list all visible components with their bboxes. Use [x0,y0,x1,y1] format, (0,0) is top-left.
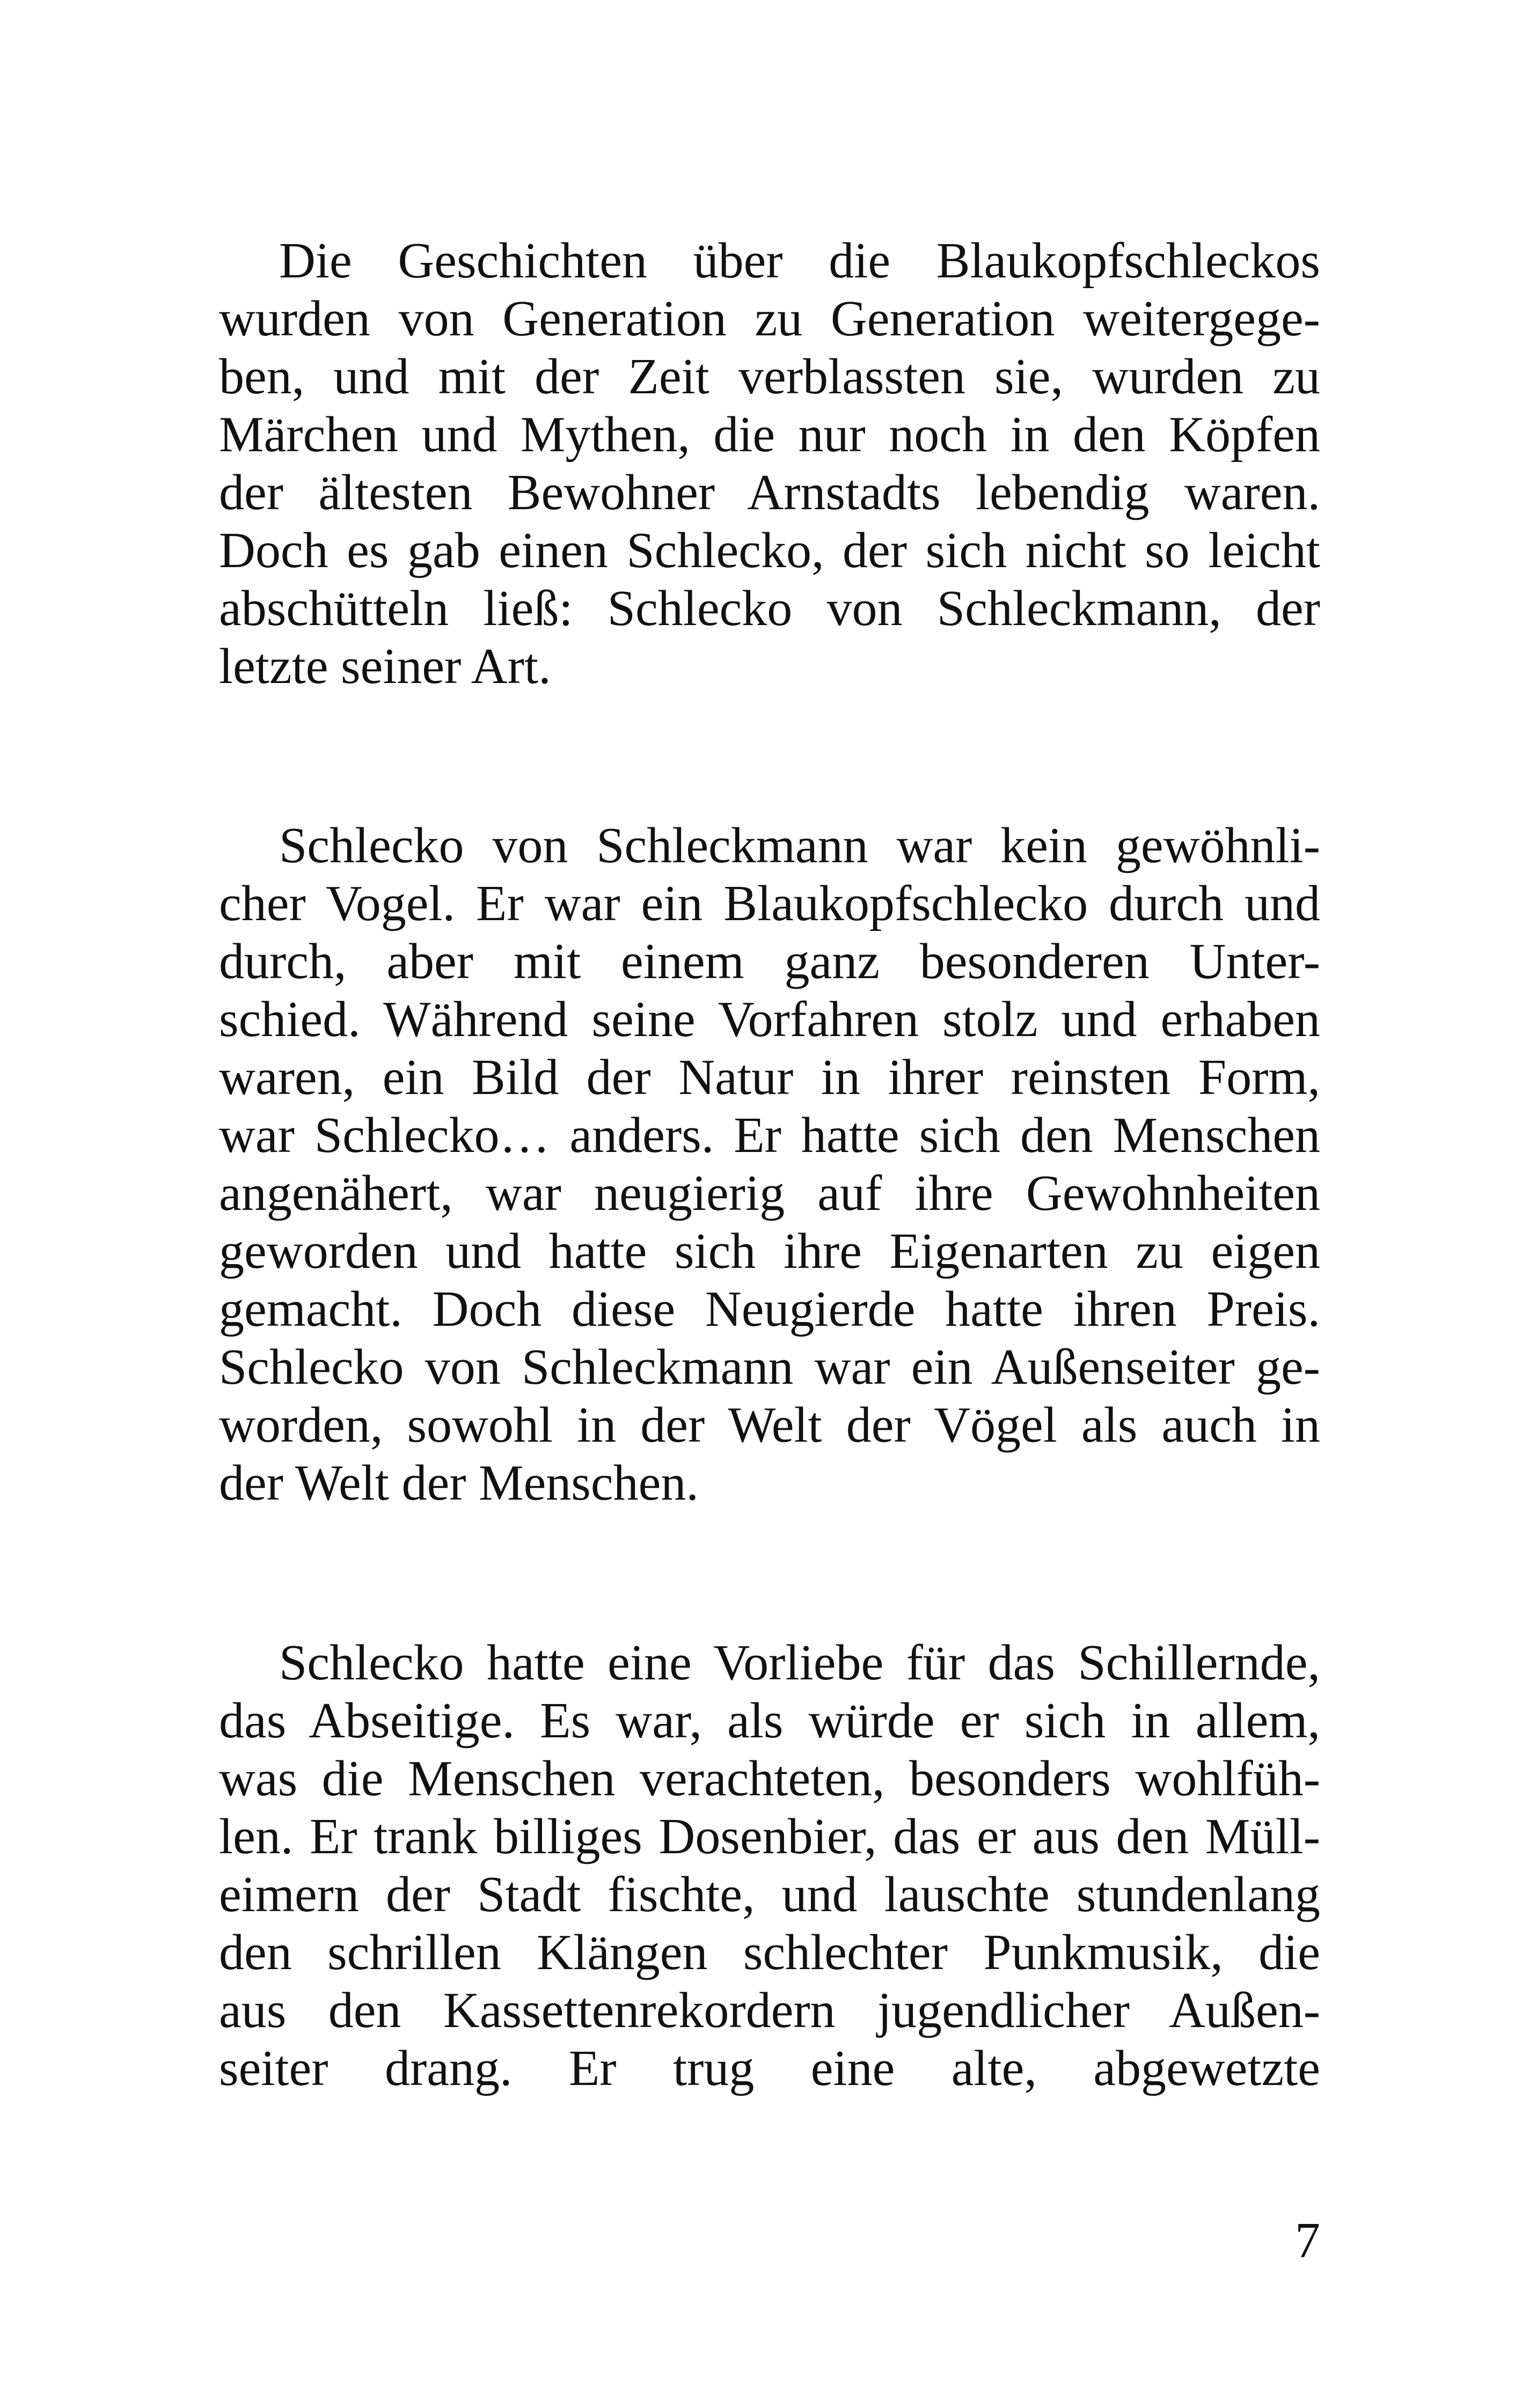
paragraph-line: Schlecko von Schleckmann war ein Außenseiter ge- [219,1339,1320,1395]
paragraph-line: war Schlecko… anders. Er hatte sich den Menschen [219,1107,1320,1163]
paragraph-line: das Abseitige. Es war, als würde er sich in allem, [219,1693,1320,1749]
paragraph-line: Die Geschichten über die Blaukopfschleckos [279,233,1320,289]
paragraph-line: abschütteln ließ: Schlecko von Schleckmann, der [219,581,1320,636]
paragraph-line: schied. Während seine Vorfahren stolz und erhaben [219,992,1320,1047]
paragraph-line: geworden und hatte sich ihre Eigenarten zu eigen [219,1223,1320,1279]
paragraph-1 [219,232,1320,695]
paragraph-line: Doch es gab einen Schlecko, der sich nicht so leicht [219,523,1320,578]
paragraph-line: seiter drang. Er trug eine alte, abgewetzte [219,2040,1320,2096]
paragraph-line: der ältesten Bewohner Arnstadts lebendig waren. [219,465,1320,520]
paragraph-line: durch, aber mit einem ganz besonderen Unter- [219,934,1320,989]
paragraph-line: cher Vogel. Er war ein Blaukopfschlecko durch und [219,876,1320,931]
paragraph-line: wurden von Generation zu Generation weitergege- [219,291,1320,347]
paragraph-line: Märchen und Mythen, die nur noch in den Köpfen [219,407,1320,462]
paragraph-line: aus den Kassettenrekordern jugendlicher Außen- [219,1983,1320,2038]
paragraph-2 [219,817,1320,1512]
paragraph-line: Schlecko hatte eine Vorliebe für das Schillernde, [279,1635,1320,1691]
paragraph-line: gemacht. Doch diese Neugierde hatte ihren Preis. [219,1281,1320,1337]
paragraph-line: angenähert, war neugierig auf ihre Gewohnheiten [219,1165,1320,1221]
paragraph-line: was die Menschen verachteten, besonders wohlfüh- [219,1751,1320,1807]
paragraph-3 [219,1634,1320,2097]
paragraph-line: worden, sowohl in der Welt der Vögel als auch in [219,1397,1320,1453]
paragraph-line: der Welt der Menschen. [219,1455,699,1511]
paragraph-line: Schlecko von Schleckmann war kein gewöhnli- [279,818,1320,873]
paragraph-line: den schrillen Klängen schlechter Punkmusik, die [219,1925,1320,1980]
paragraph-line: len. Er trank billiges Dosenbier, das er aus den Müll- [219,1809,1320,1864]
paragraph-line: letzte seiner Art. [219,638,551,694]
paragraph-line: eimern der Stadt fischte, und lauschte stundenlang [219,1867,1320,1922]
paragraph-line: ben, und mit der Zeit verblassten sie, wurden zu [219,349,1320,405]
page-number: 7 [1295,2213,1320,2268]
paragraph-line: waren, ein Bild der Natur in ihrer reinsten Form, [219,1049,1320,1105]
